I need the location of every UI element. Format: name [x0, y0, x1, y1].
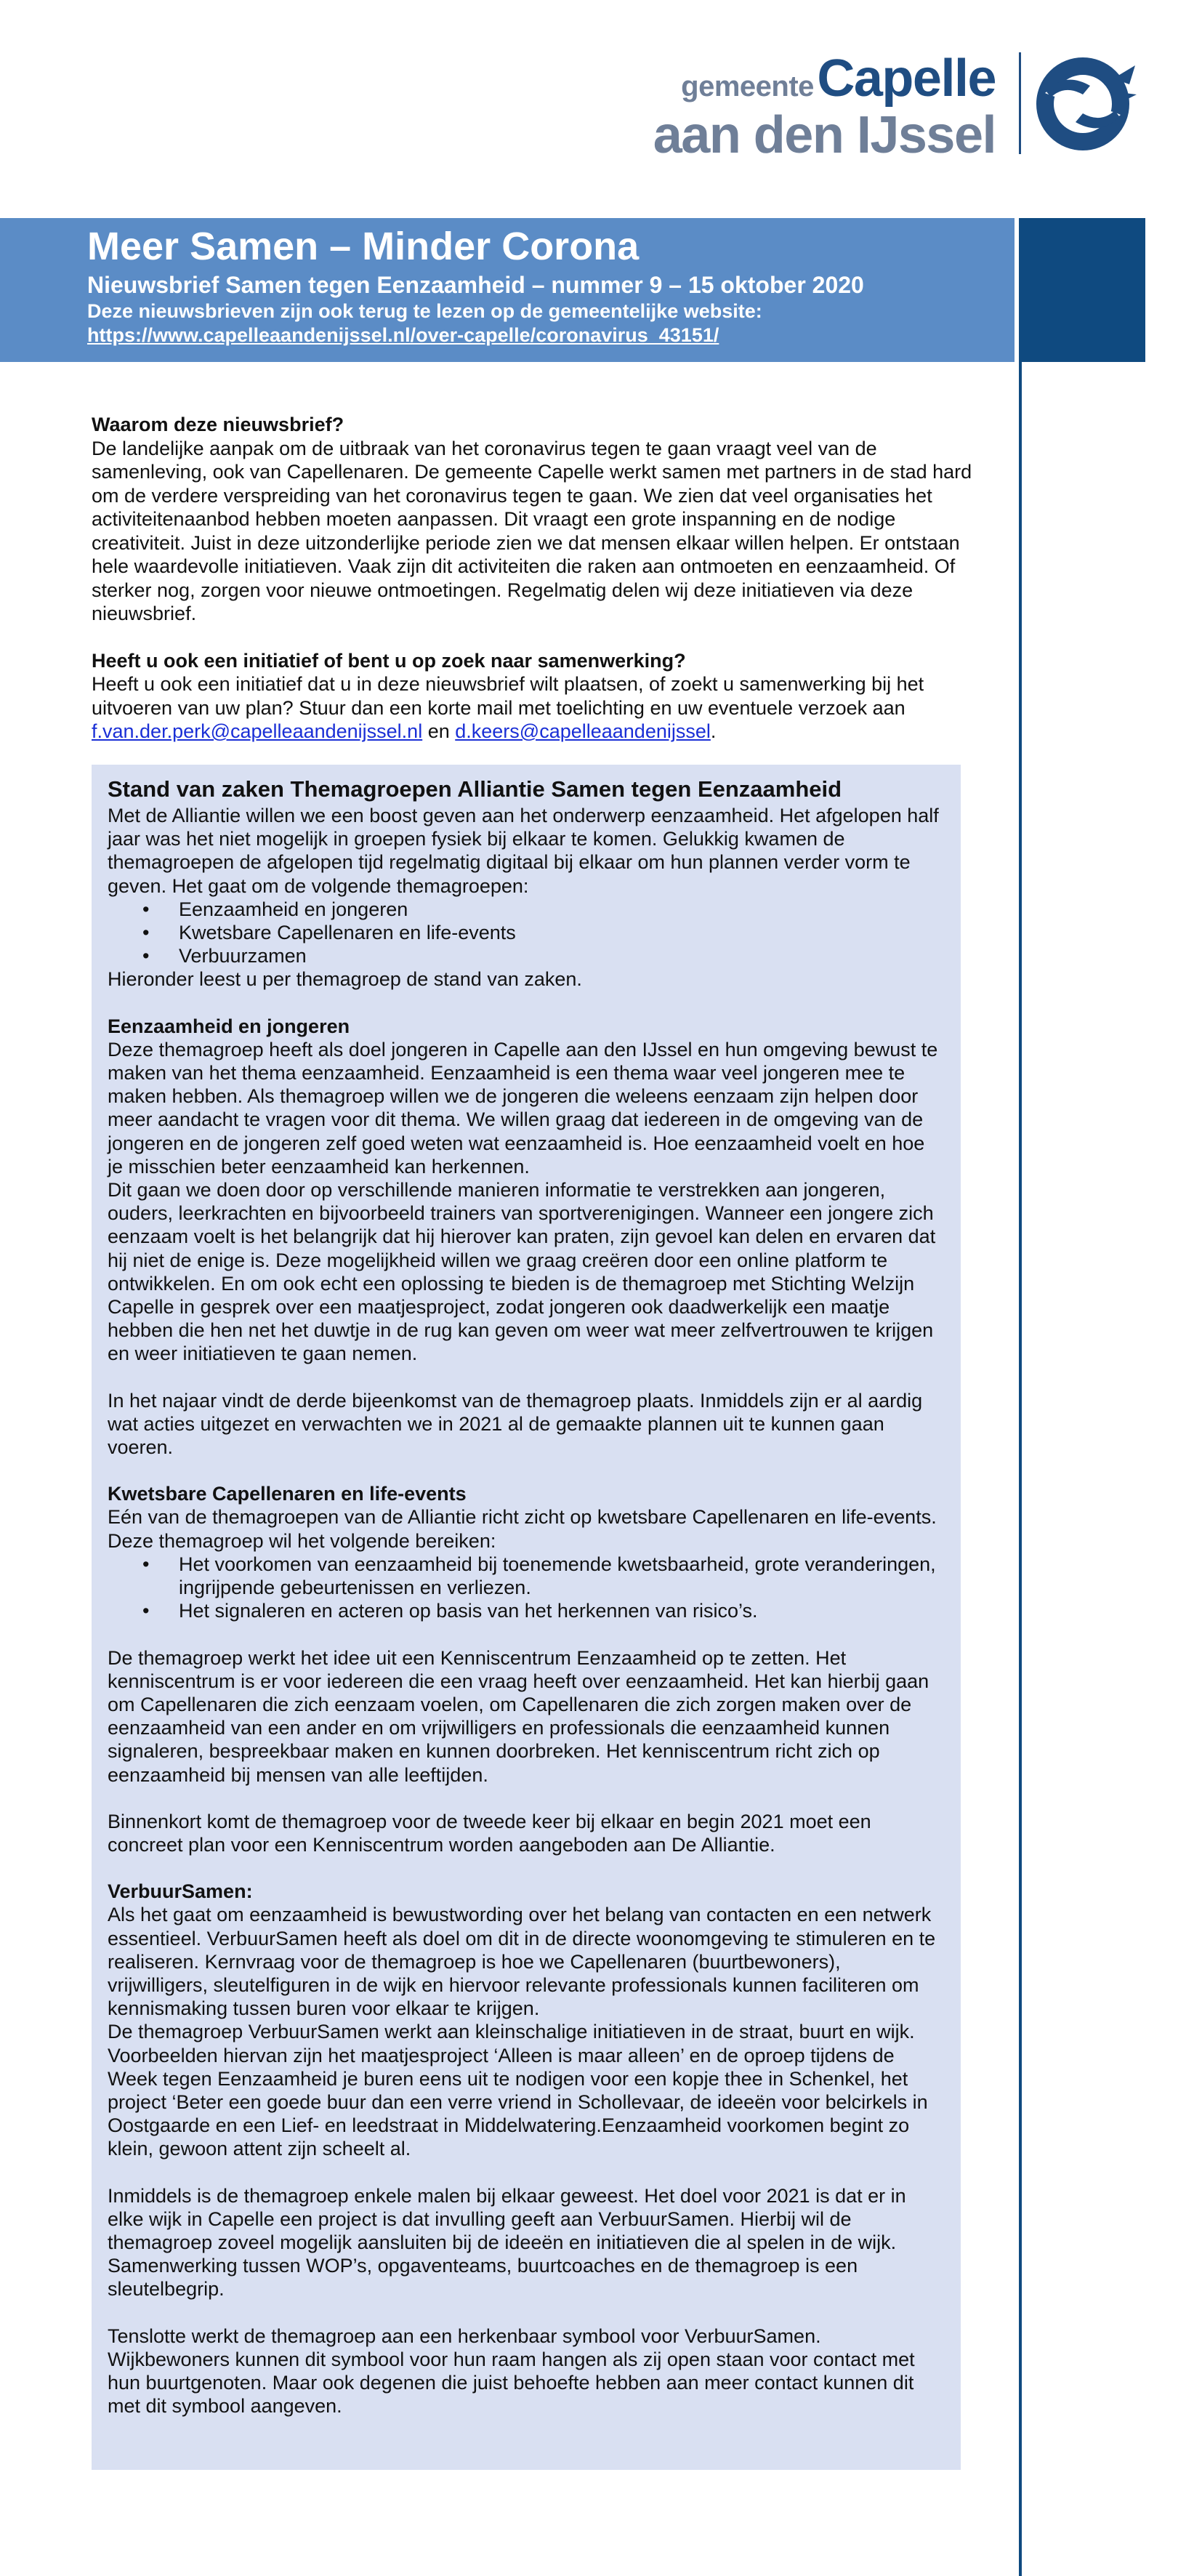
life-events-goals-list — [108, 1553, 943, 1623]
section-heading-verbuursamen: VerbuurSamen: — [108, 1880, 253, 1903]
logo-word-capelle: Capelle — [817, 49, 996, 108]
period-text: . — [710, 720, 717, 742]
section-paragraph: Dit gaan we doen door op verschillende manieren informatie te verstrekken aan jongeren, ouders, leerkrachten en bijvoorbeeld trainers van sportverenigingen. Wanneer een jongere zich eenzaam voelt is het belangrijk dat hij hierover kan praten, zijn gevoel kan delen en ervaren dat hij niet de enige is. Deze mogelijkheid willen we graag creëren door een online platform te ontwikkelen. En om ook echt een oplossing te bieden is de themagroep met Stichting Welzijn Capelle in gesprek over een maatjesproject, zodat jongeren ook daadwerkelijk een maatje hebben die hen net het duwtje in de rug kan geven om weer wat meer zelfvertrouwen te krijgen en weer initiatieven te gaan nemen. — [108, 1179, 936, 1365]
section-paragraph: De themagroep VerbuurSamen werkt aan kleinschalige initiatieven in de straat, buurt en wijk. Voorbeelden hiervan zijn het maatjesproject ‘Alleen is maar alleen’ en de oproep tijdens de Week tegen Eenzaamheid je buren eens uit te nodigen voor een kopje thee in Schenkel, het project ‘Beter een goede buur dan een verre vriend in Schollevaar, de ideeën voor belcirkels in Oostgaarde en een Lief- en leedstraat in Middelwatering.Eenzaamheid voorkomen begint zo klein, gewoon attent zijn scheelt al. — [108, 2021, 928, 2160]
logo-word-gemeente: gemeente — [681, 71, 814, 102]
themagroepen-content — [108, 775, 943, 2418]
collaboration-body — [92, 672, 978, 744]
section-paragraph: Deze themagroep heeft als doel jongeren in Capelle aan den IJssel en hun omgeving bewust te maken van het thema eenzaamheid. Eenzaamheid is een thema waar veel jongeren mee te maken hebben. Als themagroep willen we de jongeren die weleens eenzaam zijn helpen door meer aandacht te vragen voor dit thema. We willen graag dat iedereen in de omgeving van de jongeren en de jongeren zelf goed weten wat eenzaamheid is. Hoe eenzaamheid voelt en hoe je misschien beter eenzaamheid kan herkennen. — [108, 1038, 938, 1178]
intro-body: De landelijke aanpak om de uitbraak van het coronavirus tegen te gaan vraagt veel van de samenleving, ook van Capellenaren. De gemeente Capelle werkt samen met partners in de stad hard om de verdere verspreiding van het coronavirus tegen te gaan. We zien dat veel organisaties het activiteitenaanbod hebben moeten aanpassen. Dit vraagt een grote inspanning en de nodige creativiteit. Juist in deze uitzonderlijke periode zien we dat mensen elkaar willen helpen. Er ontstaan hele waardevolle initiatieven. Vaak zijn dit activiteiten die raken aan ontmoeten en eenzaamheid. Of sterker nog, zorgen voor nieuwe ontmoetingen. Regelmatig delen wij deze initiatieven via deze nieuwsbrief. — [92, 437, 972, 624]
logo-word-aan-den-ijssel: aan den IJssel — [653, 106, 996, 164]
right-margin-line — [1019, 362, 1022, 2576]
website-note — [87, 299, 762, 347]
section-paragraph: In het najaar vindt de derde bijeenkomst van de themagroep plaats. Inmiddels zijn er al aardig wat acties uitgezet en verwachten we in 2021 al de gemaakte plannen uit te kunnen gaan voeren. — [108, 1389, 923, 1459]
collaboration-heading: Heeft u ook een initiatief of bent u op zoek naar samenwerking? — [92, 649, 686, 672]
municipality-logo — [653, 45, 1141, 169]
list-item: • Verbuurzamen — [179, 944, 943, 967]
groups-after-text: Hieronder leest u per themagroep de stand van zaken. — [108, 968, 582, 991]
list-item: • Het voorkomen van eenzaamheid bij toenemende kwetsbaarheid, grote veranderingen, ingrijpende gebeurtenissen en verliezen. — [179, 1553, 943, 1599]
section-paragraph: De themagroep werkt het idee uit een Kenniscentrum Eenzaamheid op te zetten. Het kenniscentrum is er voor iedereen die een vraag heeft over eenzaamheid. Het kan hierbij gaan om Capellenaren die zich eenzaam voelen, om Capellenaren die zich zorgen maken over de eenzaamheid van een ander en om vrijwilligers en professionals die eenzaamheid kunnen signaleren, bespreekbaar maken en kunnen doorbreken. Het kenniscentrum richt zich op eenzaamheid bij mensen van alle leeftijden. — [108, 1646, 929, 1786]
list-item: • Kwetsbare Capellenaren en life-events — [179, 921, 943, 944]
newsletter-subtitle: Nieuwsbrief Samen tegen Eenzaamheid – nummer 9 – 15 oktober 2020 — [87, 272, 864, 298]
website-note-text: Deze nieuwsbrieven zijn ook terug te lezen op de gemeentelijke website: — [87, 300, 762, 322]
section-paragraph: Binnenkort komt de themagroep voor de tweede keer bij elkaar en begin 2021 moet een concreet plan voor een Kenniscentrum worden aangeboden aan De Alliantie. — [108, 1810, 871, 1856]
section-paragraph: Eén van de themagroepen van de Alliantie richt zicht op kwetsbare Capellenaren en life-events. Deze themagroep wil het volgende bereiken: — [108, 1506, 937, 1552]
section-paragraph: Inmiddels is de themagroep enkele malen bij elkaar geweest. Het doel voor 2021 is dat er in elke wijk in Capelle een project is dat invulling geeft aan VerbuurSamen. Hierbij wil de themagroep zoveel mogelijk aansluiten bij de ideeën en initiatieven die al spelen in de wijk. Samenwerking tussen WOP’s, opgaventeams, buurtcoaches en de themagroep is een sleutelbegrip. — [108, 2184, 906, 2301]
logo-divider — [1019, 52, 1021, 154]
email-link-perk[interactable]: f.van.der.perk@capelleaandenijssel.nl — [92, 720, 423, 742]
and-text: en — [422, 720, 456, 742]
newsletter-title: Meer Samen – Minder Corona — [87, 225, 640, 268]
email-link-keers[interactable]: d.keers@capelleaandenijssel — [455, 720, 711, 742]
collaboration-text: Heeft u ook een initiatief dat u in deze nieuwsbrief wilt plaatsen, of zoekt u samenwerking bij het uitvoeren van uw plan? Stuur dan een korte mail met toelichting en uw eventuele verzoek aan — [92, 673, 924, 719]
section-paragraph: Tenslotte werkt de themagroep aan een herkenbaar symbool voor VerbuurSamen. Wijkbewoners kunnen dit symbool voor hun raam hangen als zij open staan voor contact met hun buurtgenoten. Maar ook degenen die juist behoefte hebben aan meer contact kunnen dit met dit symbool aangeven. — [108, 2325, 915, 2418]
intro-section — [92, 413, 978, 744]
section-heading-life-events: Kwetsbare Capellenaren en life-events — [108, 1483, 467, 1505]
intro-heading: Waarom deze nieuwsbrief? — [92, 414, 344, 435]
section-heading-jongeren: Eenzaamheid en jongeren — [108, 1015, 350, 1037]
website-link[interactable]: https://www.capelleaandenijssel.nl/over-capelle/coronavirus_43151/ — [87, 324, 719, 346]
fish-emblem-icon — [1032, 49, 1141, 158]
list-item: • Eenzaamheid en jongeren — [179, 898, 943, 921]
panel-intro: Met de Alliantie willen we een boost geven aan het onderwerp eenzaamheid. Het afgelopen half jaar was het niet mogelijk in groepen fysiek bij elkaar te komen. Gelukkig kwamen de themagroepen de afgelopen tijd regelmatig digitaal bij elkaar om hun plannen verder vorm te geven. Het gaat om de volgende themagroepen: — [108, 805, 939, 897]
list-item: • Het signaleren en acteren op basis van het herkennen van risico’s. — [179, 1599, 943, 1622]
themagroepen-list — [108, 898, 943, 968]
section-paragraph: Als het gaat om eenzaamheid is bewustwording over het belang van contacten en een netwerk essentieel. VerbuurSamen heeft als doel om dit in de directe woonomgeving te stimuleren en te realiseren. Kernvraag voor de themagroep is hoe we Capellenaren (buurtbewoners), vrijwilligers, sleutelfiguren in de wijk en hiervoor relevante professionals kunnen faciliteren om kennismaking tussen buren voor elkaar te krijgen. — [108, 1904, 936, 2020]
panel-title: Stand van zaken Themagroepen Alliantie Samen tegen Eenzaamheid — [108, 776, 842, 802]
header-banner-accent — [1019, 218, 1145, 362]
